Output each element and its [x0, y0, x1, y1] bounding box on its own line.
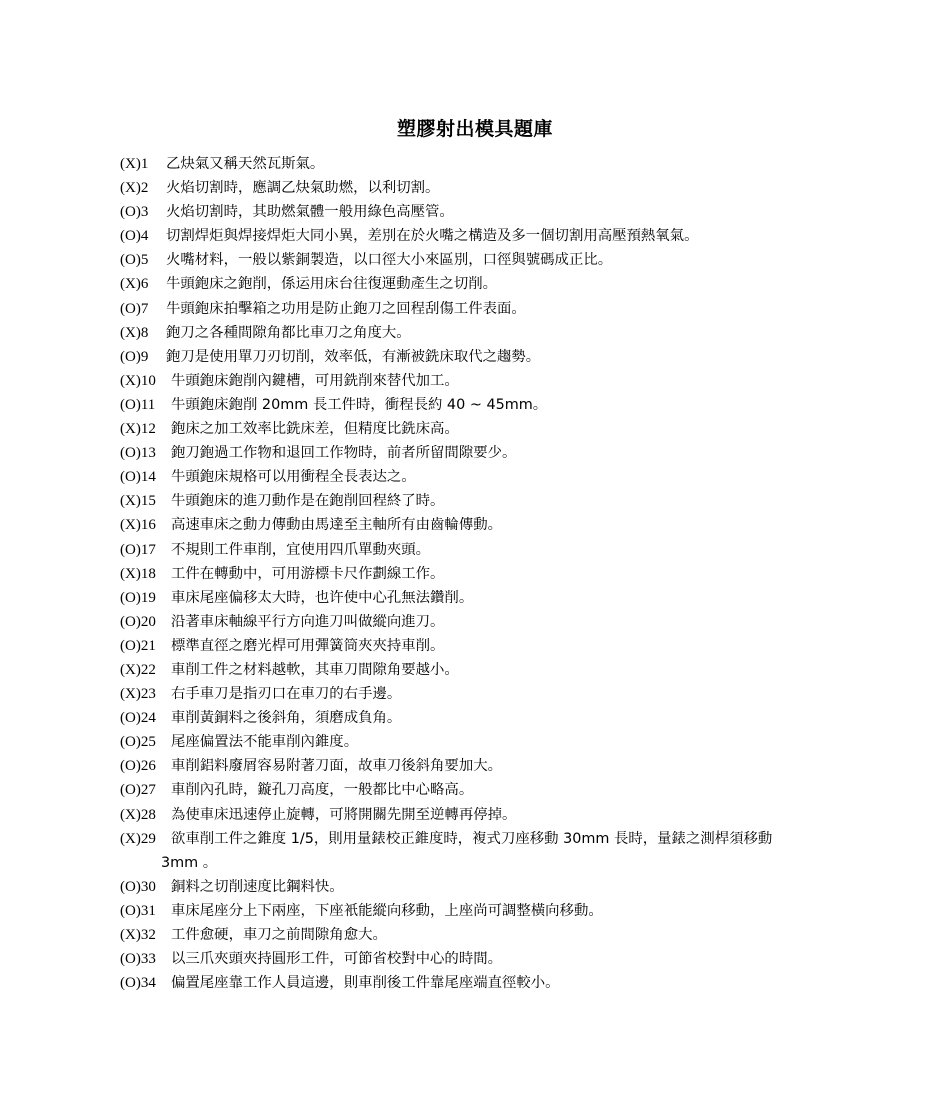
question-text: 火焰切割時，應調乙炔氣助燃，以利切割。	[166, 180, 440, 197]
question-text: 鉋床之加工效率比銑床差，但精度比銑床高。	[171, 421, 459, 438]
question-text: 鉋刀之各種間隙角都比車刀之角度大。	[166, 324, 411, 341]
question-text: 高速車床之動力傳動由馬達至主軸所有由齒輪傳動。	[171, 517, 502, 534]
question-item	[120, 682, 800, 706]
question-list	[120, 152, 800, 995]
question-item	[120, 200, 800, 224]
answer-label: (O)19	[120, 589, 156, 606]
question-text: 牛頭鉋床之鉋削，係运用床台往復運動產生之切削。	[166, 276, 497, 293]
answer-label: (X)29	[120, 830, 156, 847]
question-item	[120, 803, 800, 827]
answer-label: (O)7	[120, 300, 149, 317]
question-text: 車削鋁料廢屑容易附著刀面，故車刀後斜角要加大。	[171, 758, 502, 775]
question-item	[120, 538, 800, 562]
question-item	[120, 658, 800, 682]
answer-label: (O)13	[120, 445, 156, 462]
answer-label: (X)22	[120, 661, 156, 678]
answer-label: (O)5	[120, 252, 149, 269]
question-item	[120, 272, 800, 296]
question-text: 工件在轉動中，可用游標卡尺作劃線工作。	[171, 565, 445, 582]
answer-label: (O)24	[120, 710, 156, 727]
answer-label: (X)32	[120, 927, 156, 943]
question-text: 沿著車床軸線平行方向進刀叫做縱向進刀。	[171, 613, 445, 630]
question-text: 為使車床迅速停止旋轉，可將開關先開至逆轉再停掉。	[171, 806, 517, 823]
question-item	[120, 778, 800, 802]
answer-label: (O)17	[120, 541, 156, 558]
question-item	[120, 923, 800, 947]
question-item	[120, 971, 800, 995]
question-item	[120, 754, 800, 778]
question-item	[120, 899, 800, 923]
question-text: 乙炔氣又稱天然瓦斯氣。	[166, 156, 325, 172]
question-item	[120, 827, 800, 875]
answer-label: (X)1	[120, 156, 149, 172]
question-text: 牛頭鉋床拍擊箱之功用是防止鉋刀之回程刮傷工件表面。	[166, 300, 526, 317]
question-text: 車床尾座偏移太大時，也许使中心孔無法鑽削。	[171, 589, 474, 606]
question-text: 偏置尾座靠工作人員這邊，則車削後工件靠尾座端直徑較小。	[171, 975, 560, 992]
answer-label: (O)14	[120, 469, 156, 486]
question-item	[120, 224, 800, 248]
question-text: 牛頭鉋床的進刀動作是在鉋削回程終了時。	[171, 493, 445, 510]
answer-label: (O)25	[120, 734, 156, 751]
question-text: 牛頭鉋床鉋削 20mm 長工件時，衝程長約 40 ~ 45mm。	[171, 396, 548, 413]
question-item	[120, 875, 800, 899]
answer-label: (O)34	[120, 975, 156, 992]
page-title: 塑膠射出模具題庫	[396, 118, 553, 140]
answer-label: (O)26	[120, 758, 156, 775]
answer-label: (O)9	[120, 348, 149, 365]
question-text: 鉋刀鉋過工作物和退回工作物時，前者所留間隙要少。	[171, 445, 517, 462]
question-item	[120, 586, 800, 610]
answer-label: (X)2	[120, 180, 149, 197]
question-text: 車削工件之材料越軟，其車刀間隙角要越小。	[171, 661, 459, 678]
question-text: 車床尾座分上下兩座，下座衹能縱向移動，上座尚可調整橫向移動。	[171, 902, 603, 919]
question-text: 不規則工件車削，宜使用四爪單動夾頭。	[171, 541, 431, 558]
question-item	[120, 634, 800, 658]
question-item	[120, 248, 800, 272]
answer-label: (X)23	[120, 686, 156, 703]
question-text: 尾座偏置法不能車削內錐度。	[171, 734, 359, 751]
question-text: 工件愈硬，車刀之前間隙角愈大。	[171, 927, 387, 943]
answer-label: (O)11	[120, 396, 156, 413]
question-item	[120, 730, 800, 754]
question-text: 欲車削工件之錐度 1/5，則用量錶校正錐度時，複式刀座移動 30mm 長時，量錶之測桿須移動 3mm 。	[161, 830, 773, 871]
question-item	[120, 465, 800, 489]
answer-label: (X)15	[120, 493, 156, 510]
question-item	[120, 562, 800, 586]
question-item	[120, 176, 800, 200]
question-item	[120, 489, 800, 513]
question-text: 右手車刀是指刃口在車刀的右手邊。	[171, 686, 402, 703]
question-item	[120, 152, 800, 176]
question-item	[120, 610, 800, 634]
answer-label: (X)16	[120, 517, 156, 534]
answer-label: (X)10	[120, 372, 156, 389]
question-item	[120, 706, 800, 730]
answer-label: (O)20	[120, 613, 156, 630]
answer-label: (O)30	[120, 878, 156, 895]
question-text: 火嘴材料，一般以紫銅製造，以口徑大小來區別，口徑與號碼成正比。	[166, 252, 613, 269]
answer-label: (X)28	[120, 806, 156, 823]
question-item	[120, 369, 800, 393]
answer-label: (O)27	[120, 782, 156, 799]
question-text: 車削黃銅料之後斜角，須磨成負角。	[171, 710, 402, 727]
answer-label: (X)18	[120, 565, 156, 582]
answer-label: (X)6	[120, 276, 149, 293]
question-item	[120, 345, 800, 369]
answer-label: (X)8	[120, 324, 149, 341]
answer-label: (O)3	[120, 204, 149, 221]
question-text: 標準直徑之磨光桿可用彈簧筒夾夾持車削。	[171, 637, 445, 654]
question-text: 牛頭鉋床鉋削內鍵槽，可用銑削來替代加工。	[171, 372, 459, 389]
question-text: 切割焊炬與焊接焊炬大同小異，差別在於火嘴之構造及多一個切割用高壓預熱氧氣。	[166, 228, 699, 245]
answer-label: (O)4	[120, 228, 149, 245]
question-text: 牛頭鉋床規格可以用衝程全長表达之。	[171, 469, 416, 486]
answer-label: (O)31	[120, 902, 156, 919]
answer-label: (O)33	[120, 951, 156, 968]
answer-label: (X)12	[120, 421, 156, 438]
question-item	[120, 441, 800, 465]
question-text: 以三爪夾頭夾持圓形工件，可節省校對中心的時間。	[171, 951, 502, 968]
question-text: 鉋刀是使用單刀刃切削，效率低，有漸被銑床取代之趨勢。	[166, 348, 541, 365]
question-text: 火焰切割時，其助燃氣體一般用綠色高壓管。	[166, 204, 454, 221]
question-text: 車削內孔時，鏇孔刀高度，一般都比中心略高。	[171, 782, 474, 799]
question-item	[120, 297, 800, 321]
question-item	[120, 947, 800, 971]
question-item	[120, 393, 800, 417]
answer-label: (O)21	[120, 637, 156, 654]
question-item	[120, 417, 800, 441]
question-text: 銅料之切削速度比鋼料快。	[171, 878, 344, 895]
question-item	[120, 513, 800, 537]
question-item	[120, 321, 800, 345]
